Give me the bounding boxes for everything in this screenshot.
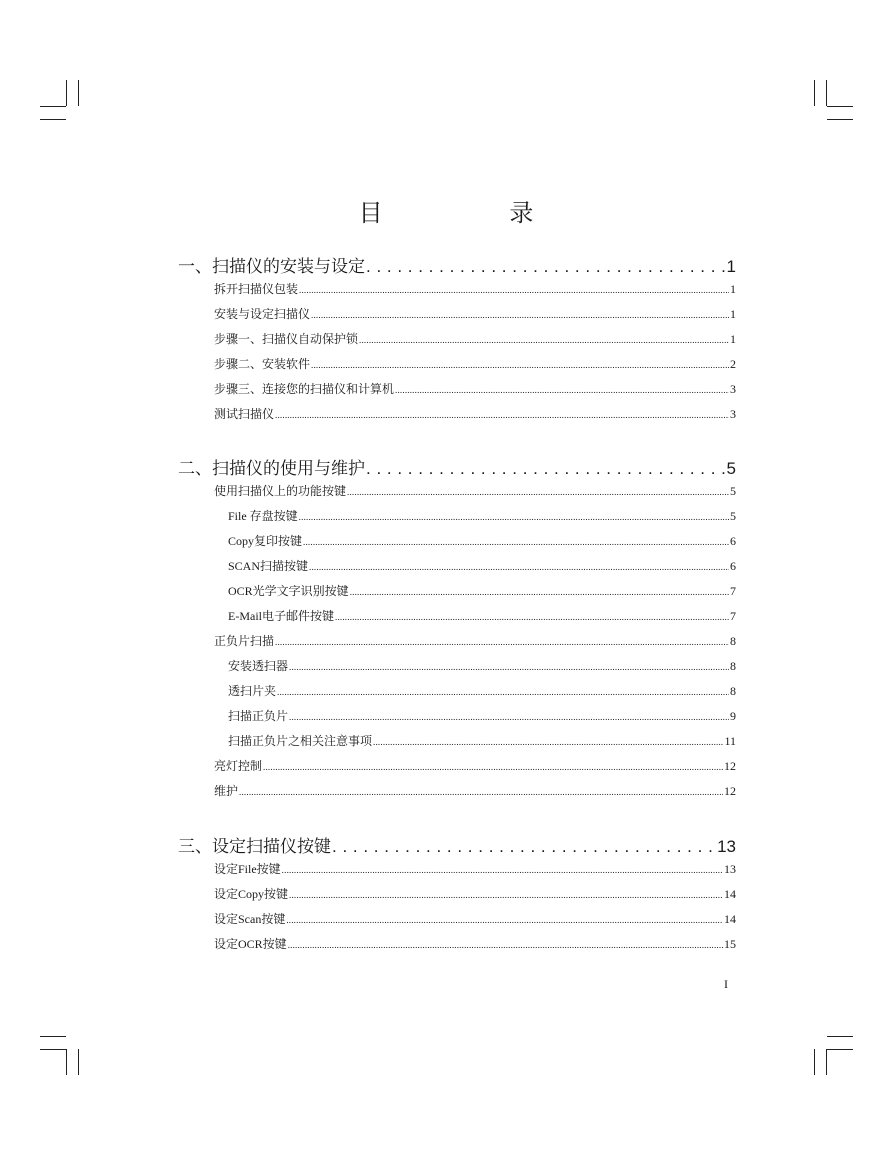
toc-dot-leader xyxy=(311,307,729,322)
toc-entry[interactable] xyxy=(228,532,736,548)
toc-dot-leader xyxy=(347,484,729,499)
toc-dot-leader xyxy=(311,357,729,372)
toc-entry-label: OCR光学文字识别按键 xyxy=(228,584,349,598)
toc-entry-page: 12 xyxy=(724,759,736,773)
page-title: 目 录 xyxy=(358,200,594,227)
toc-entry[interactable] xyxy=(214,935,736,951)
toc-entry-label: 步骤三、连接您的扫描仪和计算机 xyxy=(214,382,395,396)
toc-entry-page: 15 xyxy=(724,937,736,951)
toc-entry-label: 拆开扫描仪包装 xyxy=(214,282,299,296)
toc-dot-leader xyxy=(275,634,729,649)
toc-entry[interactable] xyxy=(178,454,736,476)
toc-entry[interactable] xyxy=(214,632,736,648)
toc-dot-leader xyxy=(239,784,723,799)
toc-entry-label: 设定File按键 xyxy=(214,862,281,876)
toc-entry-page: 6 xyxy=(730,559,736,573)
page-number: I xyxy=(724,977,728,991)
toc-dot-leader xyxy=(350,584,729,599)
toc-entry-page: 5 xyxy=(730,509,736,523)
toc-entry-page: 1 xyxy=(730,307,736,321)
toc-entry[interactable] xyxy=(214,885,736,901)
toc-dot-leader xyxy=(299,282,729,297)
toc-entry[interactable] xyxy=(228,707,736,723)
toc-entry-page: 14 xyxy=(724,912,736,926)
toc-entry[interactable] xyxy=(228,582,736,598)
toc-entry-label: 二、扫描仪的使用与维护 xyxy=(178,459,365,478)
toc-entry[interactable] xyxy=(228,607,736,623)
toc-entry-label: 一、扫描仪的安装与设定 xyxy=(178,257,365,276)
toc-entry-label: 设定Copy按键 xyxy=(214,887,289,901)
toc-entry-page: 1 xyxy=(726,257,736,276)
toc-entry[interactable] xyxy=(228,682,736,698)
toc-entry-label: 使用扫描仪上的功能按键 xyxy=(214,484,347,498)
toc-entry[interactable] xyxy=(214,482,736,498)
toc-dot-leader xyxy=(303,534,729,549)
toc-entry[interactable] xyxy=(228,557,736,573)
toc-entry-label: File 存盘按键 xyxy=(228,509,298,523)
toc-entry-label: 设定Scan按键 xyxy=(214,912,286,926)
toc-dot-leader xyxy=(275,407,729,422)
toc-entry-page: 5 xyxy=(726,459,736,478)
toc-entry[interactable] xyxy=(214,280,736,296)
toc-dot-leader xyxy=(395,382,729,397)
toc-entry-label: 安装与设定扫描仪 xyxy=(214,307,311,321)
toc-entry[interactable] xyxy=(228,657,736,673)
toc-dot-leader xyxy=(309,559,729,574)
toc-entry-page: 12 xyxy=(724,784,736,798)
toc-entry-page: 8 xyxy=(730,659,736,673)
toc-entry-page: 2 xyxy=(730,357,736,371)
toc-dot-leader xyxy=(332,837,716,857)
toc-entry-label: E-Mail电子邮件按键 xyxy=(228,609,334,623)
toc-entry-page: 8 xyxy=(730,684,736,698)
toc-entry-page: 7 xyxy=(730,584,736,598)
toc-dot-leader xyxy=(366,257,726,277)
toc-entry-label: 正负片扫描 xyxy=(214,634,275,648)
toc-dot-leader xyxy=(289,659,729,674)
toc-entry-label: 扫描正负片之相关注意事项 xyxy=(228,734,373,748)
toc-dot-leader xyxy=(359,332,729,347)
toc-entry-page: 11 xyxy=(724,734,736,748)
toc-entry[interactable] xyxy=(228,732,736,748)
toc-entry-page: 3 xyxy=(730,382,736,396)
toc-entry[interactable] xyxy=(214,782,736,798)
toc-entry-page: 7 xyxy=(730,609,736,623)
toc-dot-leader xyxy=(277,684,729,699)
toc-entry-page: 1 xyxy=(730,332,736,346)
toc-entry-page: 13 xyxy=(717,837,736,856)
toc-entry[interactable] xyxy=(214,355,736,371)
toc-entry-page: 8 xyxy=(730,634,736,648)
toc-entry-page: 6 xyxy=(730,534,736,548)
toc-entry-page: 1 xyxy=(730,282,736,296)
toc-entry-label: 三、设定扫描仪按键 xyxy=(178,837,331,856)
toc-entry-label: 步骤一、扫描仪自动保护锁 xyxy=(214,332,359,346)
toc-entry-label: 亮灯控制 xyxy=(214,759,263,773)
toc-entry-label: Copy复印按键 xyxy=(228,534,303,548)
toc-dot-leader xyxy=(335,609,729,624)
toc-dot-leader xyxy=(289,887,723,902)
toc-entry[interactable] xyxy=(214,910,736,926)
toc-entry-page: 14 xyxy=(724,887,736,901)
toc-entry-label: 设定OCR按键 xyxy=(214,937,287,951)
toc-entry-label: 测试扫描仪 xyxy=(214,407,275,421)
toc-entry-label: 安装透扫器 xyxy=(228,659,289,673)
toc-entry-page: 5 xyxy=(730,484,736,498)
toc-entry-label: 扫描正负片 xyxy=(228,709,289,723)
toc-entry[interactable] xyxy=(214,860,736,876)
toc-entry[interactable] xyxy=(214,305,736,321)
toc-entry[interactable] xyxy=(214,330,736,346)
toc-entry[interactable] xyxy=(214,405,736,421)
toc-dot-leader xyxy=(263,759,723,774)
toc-entry[interactable] xyxy=(214,380,736,396)
toc-entry-label: 透扫片夹 xyxy=(228,684,277,698)
toc-dot-leader xyxy=(288,937,723,952)
toc-entry-label: 维护 xyxy=(214,784,239,798)
toc-dot-leader xyxy=(366,459,726,479)
toc-entry-label: SCAN扫描按键 xyxy=(228,559,309,573)
toc-dot-leader xyxy=(299,509,729,524)
toc-entry-page: 9 xyxy=(730,709,736,723)
toc-entry-label: 步骤二、安装软件 xyxy=(214,357,311,371)
toc-dot-leader xyxy=(373,734,723,749)
toc-dot-leader xyxy=(289,709,729,724)
toc-entry-page: 13 xyxy=(724,862,736,876)
toc-dot-leader xyxy=(282,862,723,877)
toc-dot-leader xyxy=(286,912,723,927)
toc-entry[interactable] xyxy=(228,507,736,523)
toc-entry-page: 3 xyxy=(730,407,736,421)
toc-entry[interactable] xyxy=(214,757,736,773)
toc-entry[interactable] xyxy=(178,832,736,854)
toc-entry[interactable] xyxy=(178,252,736,274)
